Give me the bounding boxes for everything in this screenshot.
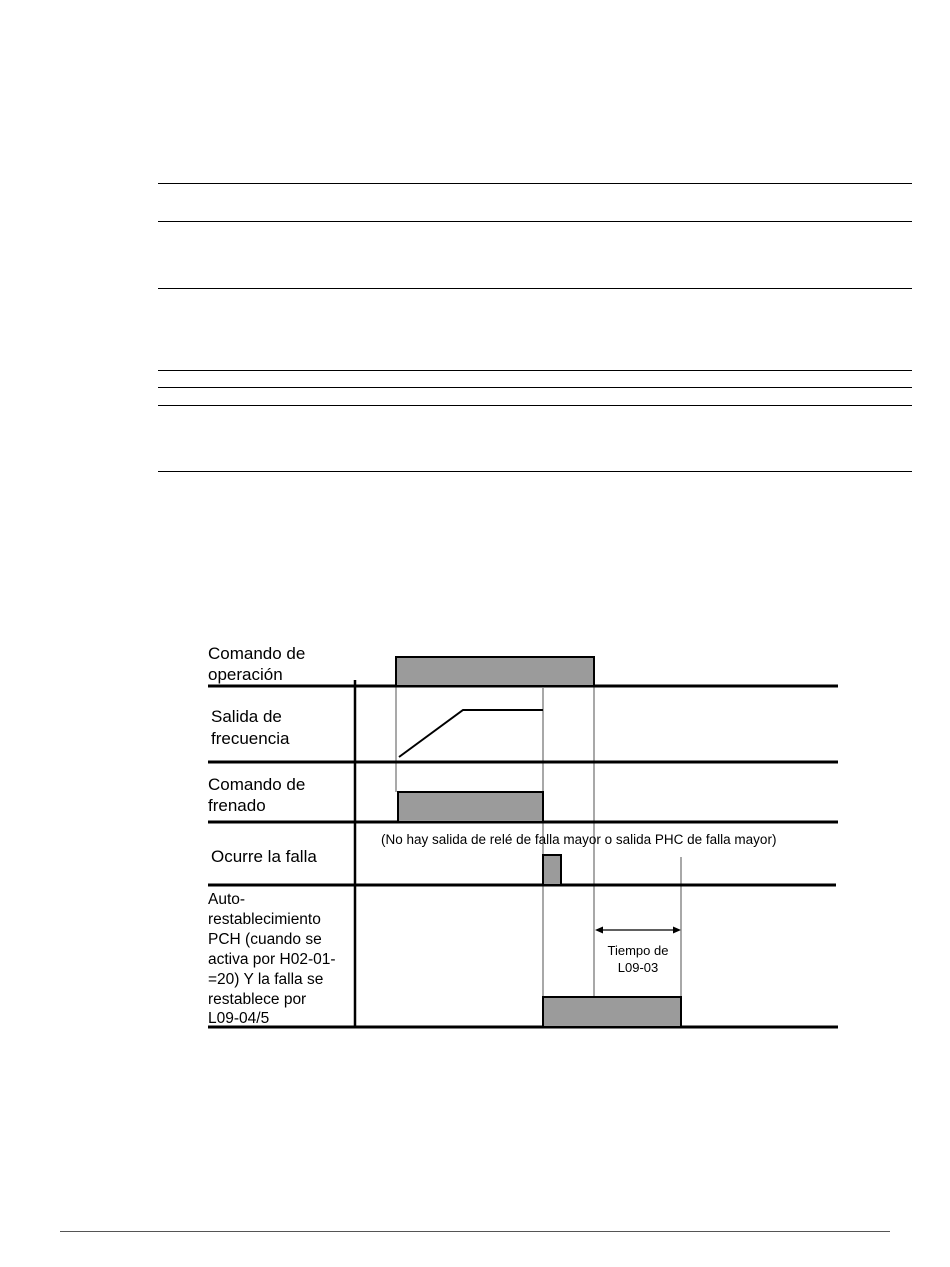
fault-note: (No hay salida de relé de falla mayor o salida PHC de falla mayor) [381,832,777,847]
label-frequency-output-line2: frecuencia [211,729,290,748]
label-brake-command-line1: Comando de [208,775,306,794]
pulse-brake-command [398,792,543,822]
label-fault-occurs [211,847,317,866]
label-run-command [208,644,310,684]
label-auto-reset-line6: restablece por [208,991,307,1008]
label-run-command-line2: operación [208,665,283,684]
label-fault-occurs-line1: Ocurre la falla [211,847,317,866]
pulse-fault [543,855,561,885]
pulse-run-command [396,657,594,686]
label-auto-reset-line4: activa por H02-01- [208,951,336,968]
label-auto-reset-line3: PCH (cuando se [208,931,322,948]
time-label-line1: Tiempo de [607,943,669,958]
label-run-command-line1: Comando de [208,644,306,663]
label-auto-reset-line2: restablecimiento [208,911,321,928]
label-auto-reset-line5: =20) Y la falla se [208,971,324,988]
time-label-line2: L09-03 [617,960,659,975]
label-auto-reset [208,891,340,1027]
label-auto-reset-line7: L09-04/5 [208,1010,270,1027]
pulse-auto-reset [543,997,681,1027]
footer-rule [60,1231,890,1232]
label-frequency-output [211,707,290,748]
frequency-ramp [399,710,543,757]
label-frequency-output-line1: Salida de [211,707,282,726]
time-arrow [595,927,681,934]
label-auto-reset-line1: Auto- [208,891,246,908]
label-brake-command [208,775,310,815]
label-brake-command-line2: frenado [208,796,266,815]
